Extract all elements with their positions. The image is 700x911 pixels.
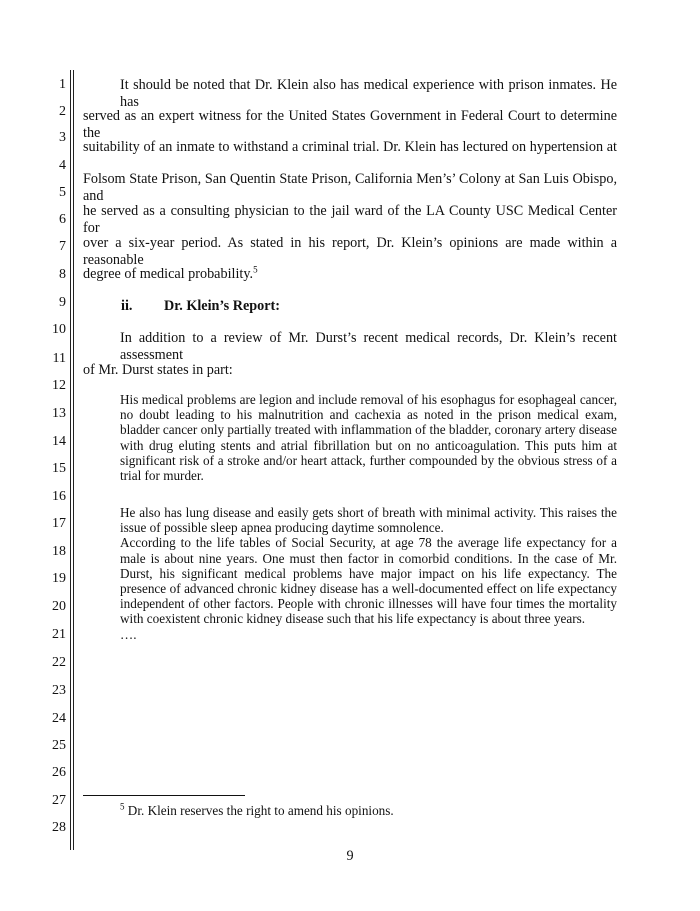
- line-number: 1: [59, 77, 66, 92]
- text-line: he served as a consulting physician to the jail ward of the LA County USC Medical Center for: [83, 203, 617, 236]
- block-quote: [120, 392, 617, 483]
- margin-rule: [70, 70, 71, 850]
- line-number: 21: [52, 627, 66, 642]
- line-number: 16: [52, 489, 66, 504]
- line-number: 19: [52, 571, 66, 586]
- line-number: 14: [52, 434, 66, 449]
- line-number: 6: [59, 212, 66, 227]
- text-line: In addition to a review of Mr. Durst’s recent medical records, Dr. Klein’s recent assessment: [120, 330, 617, 363]
- line-number: 5: [59, 185, 66, 200]
- line-number: 13: [52, 406, 66, 421]
- line-number: 2: [59, 104, 66, 119]
- block-quote: [120, 505, 617, 642]
- footnote-separator: [83, 795, 245, 796]
- text-line: over a six-year period. As stated in his report, Dr. Klein’s opinions are made within a reasonable: [83, 235, 617, 268]
- line-number: 3: [59, 130, 66, 145]
- heading-number: ii.: [121, 298, 133, 314]
- page-number: 9: [346, 848, 354, 864]
- heading-title: Dr. Klein’s Report:: [164, 298, 280, 314]
- text-line: of Mr. Durst states in part:: [83, 362, 233, 378]
- text-fragment: degree of medical probability.: [83, 266, 254, 282]
- line-number: 25: [52, 738, 66, 753]
- text-line: suitability of an inmate to withstand a criminal trial. Dr. Klein has lectured on hypertension at: [83, 139, 617, 155]
- text-line: It should be noted that Dr. Klein also has medical experience with prison inmates. He has: [120, 77, 617, 110]
- quote-ellipsis: ….: [120, 626, 137, 642]
- quote-paragraph: According to the life tables of Social Security, at age 78 the average life expectancy for a male is about nine years. One must then factor in comorbid conditions. In the case of Mr. Durst, his significant medical problems have major impact on his life expectancy. The presence of advanced chronic kidney disease has a well-documented effect on life expectancy independent of other factors. People with chronic illnesses will have four times the mortality with coexistent chronic kidney disease such that his life expectancy is about three years.: [120, 535, 617, 627]
- line-number: 24: [52, 711, 66, 726]
- line-number: 10: [52, 322, 66, 337]
- line-number: 18: [52, 544, 66, 559]
- line-number: 27: [52, 793, 66, 808]
- text-line: served as an expert witness for the United States Government in Federal Court to determine the: [83, 108, 617, 141]
- footnote-reference: 5: [253, 264, 258, 275]
- line-number: 26: [52, 765, 66, 780]
- line-number: 4: [59, 158, 66, 173]
- line-number: 12: [52, 378, 66, 393]
- line-number: 20: [52, 599, 66, 614]
- quote-paragraph: His medical problems are legion and include removal of his esophagus for esophageal cancer, no doubt leading to his malnutrition and cachexia as noted in the prison medical exam, bladder cancer only partially treated with inflammation of the bladder, coronary artery disease with drug eluting stents and atrial fibrillation but on no anticoagulation. This puts him at significant risk of a stroke and/or heart attack, further compounded by the obvious stress of a trial for murder.: [120, 392, 617, 484]
- line-number: 23: [52, 683, 66, 698]
- quote-paragraph: He also has lung disease and easily gets short of breath with minimal activity. This raises the issue of possible sleep apnea producing daytime somnolence.: [120, 505, 617, 536]
- footnote: [120, 803, 394, 819]
- margin-rule: [73, 70, 74, 850]
- text-line: Folsom State Prison, San Quentin State Prison, California Men’s’ Colony at San Luis Obispo, and: [83, 171, 617, 204]
- line-number: 28: [52, 820, 66, 835]
- footnote-text: Dr. Klein reserves the right to amend his opinions.: [124, 803, 394, 818]
- line-number: 17: [52, 516, 66, 531]
- line-number: 9: [59, 295, 66, 310]
- line-number: 22: [52, 655, 66, 670]
- line-number: 11: [52, 351, 66, 366]
- text-line: [83, 266, 617, 283]
- line-number: 7: [59, 239, 66, 254]
- line-number: 8: [59, 267, 66, 282]
- line-number: 15: [52, 461, 66, 476]
- footnote-marker: 5: [120, 801, 125, 812]
